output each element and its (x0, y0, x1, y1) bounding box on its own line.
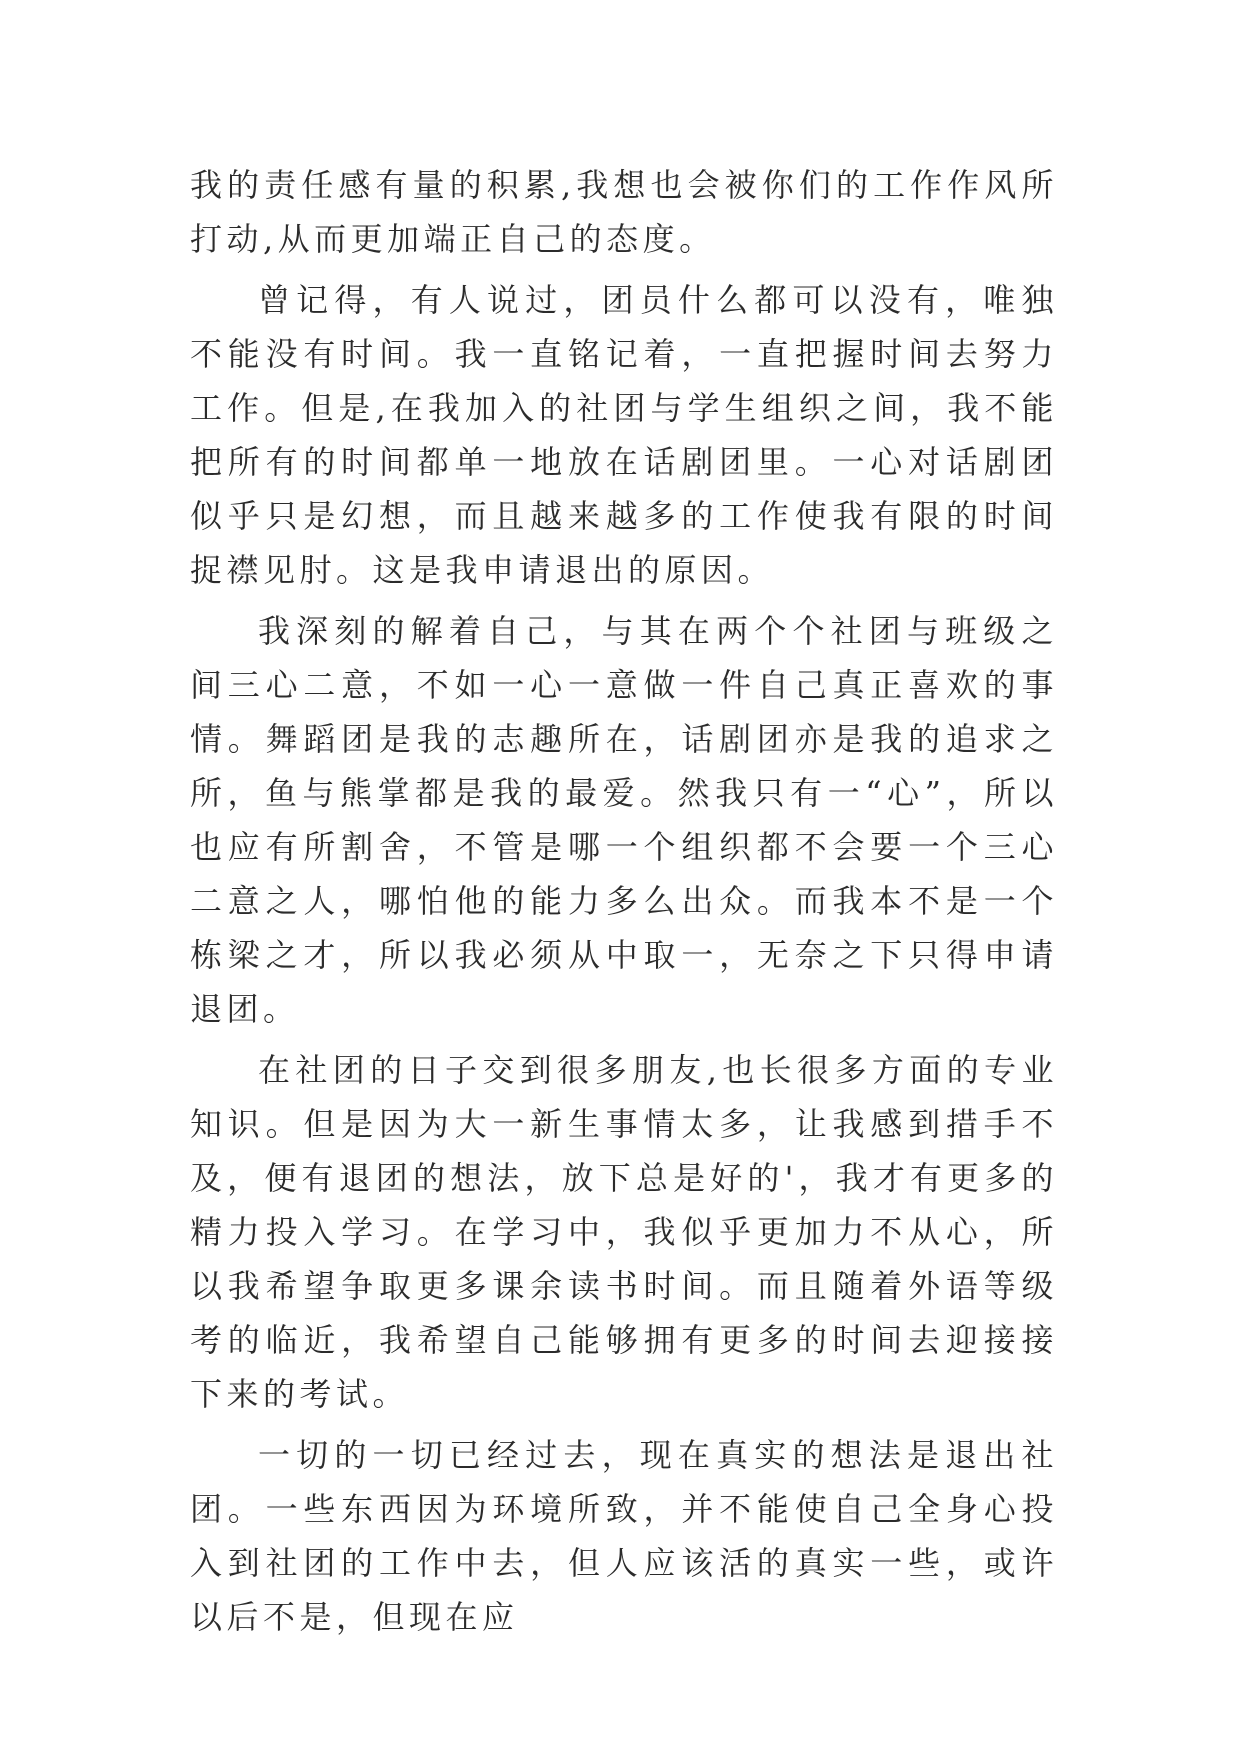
body-text (190, 158, 1058, 1651)
paragraph-conclusion: 一切的一切已经过去，现在真实的想法是退出社团。一些东西因为环境所致，并不能使自己全身心投入到社团的工作中去，但人应该活的真实一些，或许以后不是，但现在应 (190, 1436, 1058, 1636)
paragraph-continuation: 我的责任感有量的积累,我想也会被你们的工作作风所打动,从而更加端正自己的态度。 (190, 166, 1058, 258)
paragraph-self-knowledge: 我深刻的解着自己，与其在两个个社团与班级之间三心二意，不如一心一意做一件自己真正喜欢的事情。舞蹈团是我的志趣所在，话剧团亦是我的追求之所，鱼与熊掌都是我的最爱。然我只有一“心”，所以也应有所割舍，不管是哪一个组织都不会要一个三心二意之人，哪怕他的能力多么出众。而我本不是一个栋梁之才，所以我必须从中取一，无奈之下只得申请退团。 (190, 612, 1058, 1028)
paragraph-study: 在社团的日子交到很多朋友,也长很多方面的专业知识。但是因为大一新生事情太多，让我感到措手不及，便有退团的想法，放下总是好的'，我才有更多的精力投入学习。在学习中，我似乎更加力不从心，所以我希望争取更多课余读书时间。而且随着外语等级考的临近，我希望自己能够拥有更多的时间去迎接接下来的考试。 (190, 1051, 1058, 1413)
paragraph-time: 曾记得，有人说过，团员什么都可以没有，唯独不能没有时间。我一直铭记着，一直把握时间去努力工作。但是,在我加入的社团与学生组织之间，我不能把所有的时间都单一地放在话剧团里。一心对话剧团似乎只是幻想，而且越来越多的工作使我有限的时间捉襟见肘。这是我申请退出的原因。 (190, 281, 1058, 589)
